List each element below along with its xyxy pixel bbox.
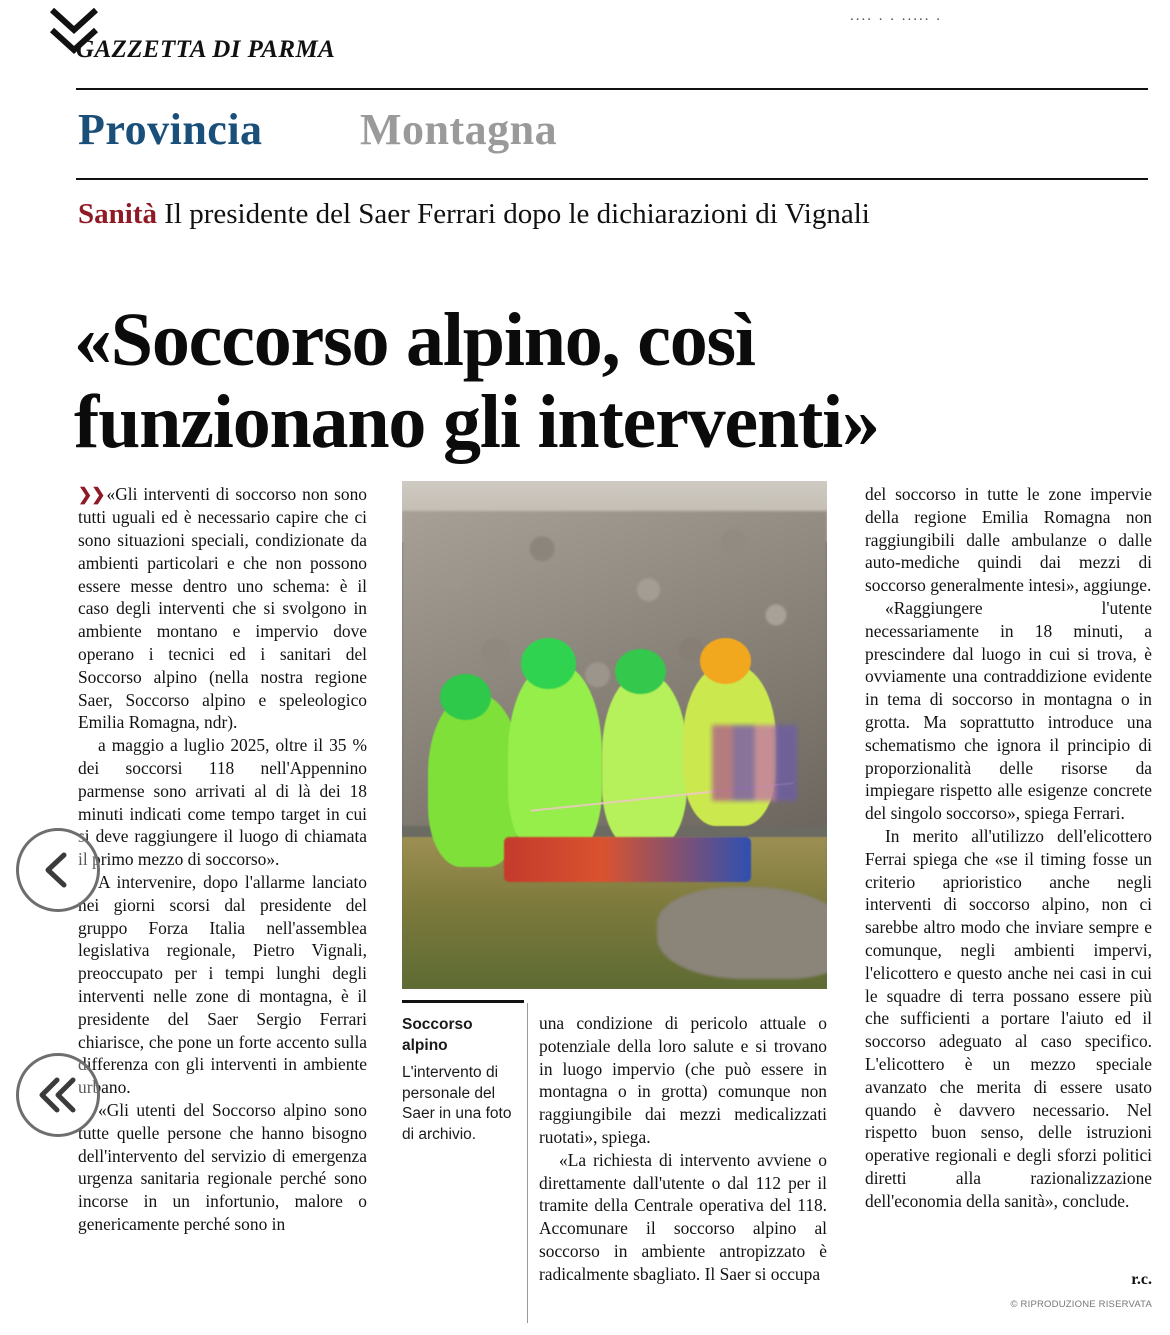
masthead [0, 0, 1170, 84]
photo-rescuer-helmet [615, 649, 666, 695]
section-header-row [78, 104, 1148, 166]
headline [74, 299, 1154, 463]
copyright-notice: © RIPRODUZIONE RISERVATA [1010, 1299, 1152, 1310]
author-signature: r.c. [1131, 1271, 1152, 1288]
chevron-left-icon [38, 850, 78, 890]
article-photo [402, 481, 827, 989]
article-column-2 [539, 1012, 827, 1286]
photo-rock [657, 887, 827, 978]
pull-quote-marker: ❯❯ [78, 485, 105, 504]
paragraph [78, 483, 367, 734]
paragraph-text: «Gli interventi di soccorso non sono tutti uguali ed è necessario capire che ci sono situazioni speciali, condizionate da ambienti particolari e che non possono essere messe dentro uno schema: è il caso degli interventi che si svolgono in ambiente montano e impervio dove operano i tecnici ed i sanitari del Soccorso alpino (nella nostra regione Saer, Soccorso alpino e speleologico Emilia Romagna, ndr). [78, 484, 367, 733]
section-title-montagna: Montagna [360, 105, 558, 154]
caption-rule [402, 1000, 524, 1003]
masthead-dots: .... . . ..... . [850, 8, 942, 24]
section-title-provincia: Provincia [78, 105, 263, 154]
photo-caption [402, 1015, 514, 1146]
photo-rescuer [508, 664, 602, 857]
kicker-text: Il presidente del Saer Ferrari dopo le dichiarazioni di Vignali [164, 198, 870, 230]
photo-rescuer [602, 674, 687, 847]
column-divider [527, 1003, 528, 1323]
kicker-label: Sanità [78, 198, 157, 230]
paragraph: del soccorso in tutte le zone impervie della regione Emilia Romagna non raggiungibili dalle ambulanze o dalle auto-mediche quindi dai mezzi di soccorso generalmente intesi», aggiunge. [865, 484, 1152, 596]
photo-blurred-region [712, 725, 797, 801]
section-rule [76, 178, 1148, 180]
photo-rescuer-helmet [700, 638, 751, 684]
article-column-1 [78, 483, 367, 1236]
kicker [78, 198, 1153, 231]
paragraph: «La richiesta di intervento avviene o direttamente dall'utente o dal 112 per il tramite della Centrale operativa del 118. Accomunare il soccorso alpino al soccorso in ambiente antropizzato è radicalmente sbagliato. Il Saer si occupa [539, 1149, 827, 1284]
paragraph: una condizione di pericolo attuale o potenziale della loro salute e si trovano in luogo impervio (che può essere in montagna o in grotta) comunque non raggiungibile dai mezzi medicalizzati ruotati», spiega. [539, 1013, 827, 1147]
masthead-title: GAZZETTA DI PARMA [76, 36, 336, 63]
caption-body: L'intervento di personale del Saer in una foto di archivio. [402, 1064, 512, 1144]
paragraph: a maggio a luglio 2025, oltre il 35 % dei soccorsi 118 nell'Appennino parmense sono arrivati al di là dei 18 minuti indicati come tempo target in cui si deve raggiungere il luogo di chiamata il primo mezzo di soccorso». [78, 735, 367, 870]
previous-page-button[interactable] [16, 828, 100, 912]
photo-stretcher [504, 837, 751, 883]
photo-rescuer-helmet [440, 674, 491, 720]
headline-line-1: «Soccorso alpino, così [74, 297, 755, 382]
chevron-double-left-icon [35, 1075, 81, 1115]
article-column-3 [865, 483, 1152, 1213]
first-page-button[interactable] [16, 1053, 100, 1137]
headline-line-2: funzionano gli interventi» [74, 379, 879, 464]
paragraph: «Gli utenti del Soccorso alpino sono tutte quelle persone che hanno bisogno dell'intervento del servizio di emergenza urgenza sanitaria regionale perché sono incorse in un infortunio, malore o genericamente perché sono in [78, 1099, 367, 1234]
paragraph: «Raggiungere l'utente necessariamente in 18 minuti, a prescindere dal luogo in cui si trova, è ovviamente una contraddizione evidente in tema di soccorso in montagna o in grotta. Ma soprattutto introduce una schematismo che ignora il principio di proporzionalità delle risorse da impiegare rispetto alle esigenze concrete del singolo soccorso», spiega Ferrari. [865, 597, 1152, 824]
caption-title: Soccorso alpino [402, 1016, 473, 1054]
paragraph: In merito all'utilizzo dell'elicottero Ferrai spiega che «se il timing fosse un criterio aprioristico anche negli interventi di soccorso alpino, non ci sarebbe altro modo che inviare sempre e comunque, negli ambienti impervi, l'elicottero e questo anche nei casi in cui le squadre di terra possano essere più che sufficienti a portare l'aiuto ed il soccorso adeguato al caso specifico. L'elicottero è un mezzo speciale avanzato che merita di essere usato quando è davvero necessario. Nel rispetto buon senso, delle istruzioni operative regionali e degli sforzi politici diretti alla razionalizzazione dell'economia della sanità», conclude. [865, 825, 1152, 1211]
paragraph: A intervenire, dopo l'allarme lanciato nei giorni scorsi dal presidente del gruppo Forza Italia nell'assemblea legislativa regionale, Pietro Vignali, preoccupato per i tempi lunghi degli interventi nelle zone di montagna, è il presidente del Saer Sergio Ferrari chiarisce, che pone un forte accento sulla differenza con gli interventi in ambiente urbano. [78, 872, 367, 1098]
top-rule [76, 88, 1148, 90]
